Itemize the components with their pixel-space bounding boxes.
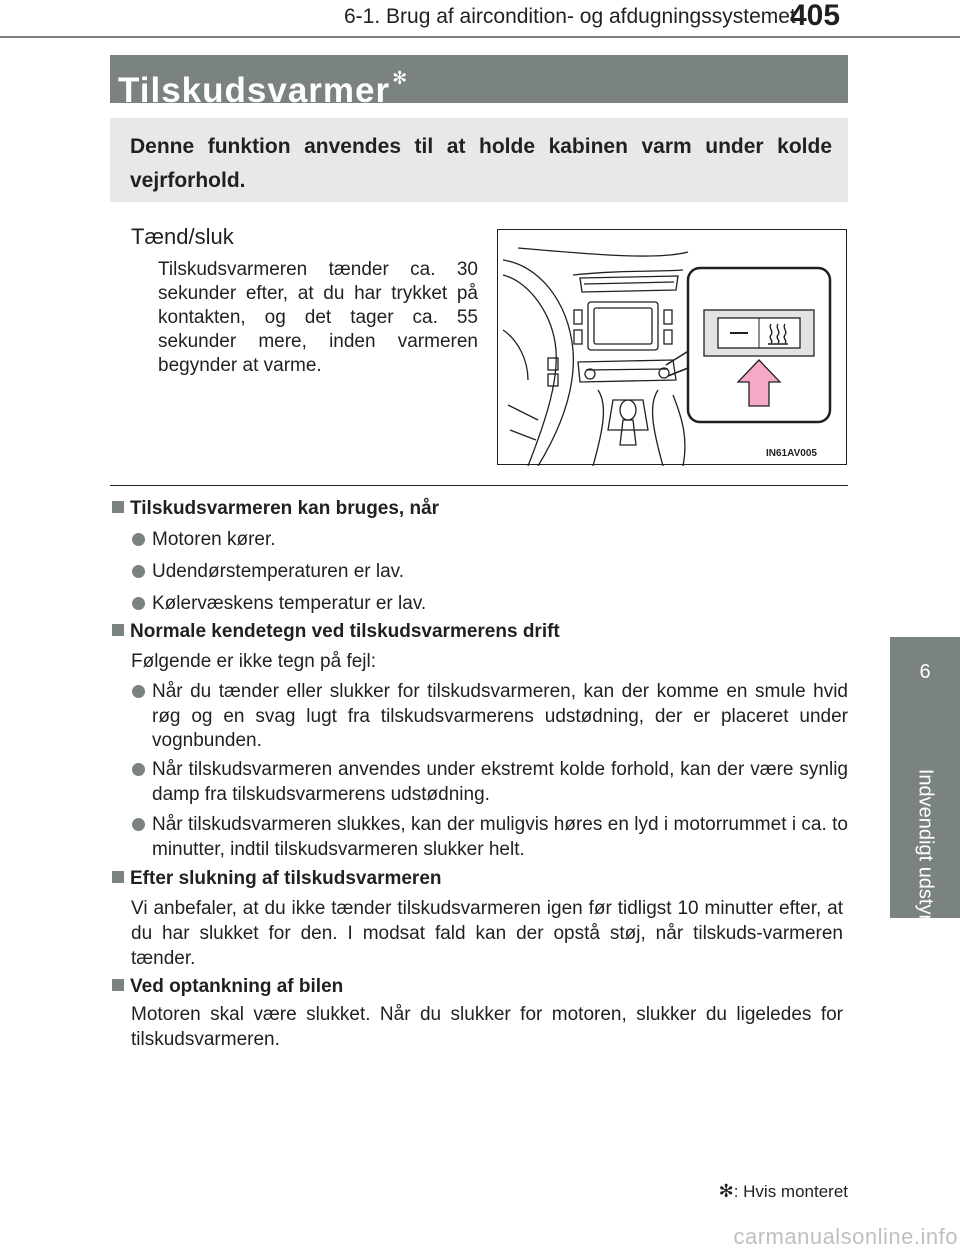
section-intro: Følgende er ikke tegn på fejl: — [131, 651, 377, 672]
watermark: carmanualsonline.info — [733, 1224, 958, 1249]
dashboard-drawing — [498, 230, 848, 466]
list-item: Udendørstemperaturen er lav. — [152, 560, 842, 585]
square-bullet-icon — [112, 871, 124, 883]
footnote-text: : Hvis monteret — [733, 1182, 848, 1201]
section-heading: Ved optankning af bilen — [112, 975, 343, 999]
list-item: Når tilskudsvarmeren slukkes, kan der muligvis høres en lyd i motorrummet i ca. to minutter, indtil tilskudsvarmeren slukker helt. — [152, 813, 848, 862]
list-item: Når tilskudsvarmeren anvendes under ekstremt kolde forhold, kan der være synlig damp fra tilskudsvarmerens udstødning. — [152, 758, 848, 807]
page-number: 405 — [790, 0, 841, 32]
list-item: Når du tænder eller slukker for tilskudsvarmeren, kan der komme en smule hvid røg og en svag lugt fra tilskudsvarmerens udstødning, der er placeret under vognbunden. — [152, 680, 848, 754]
section-heading: Normale kendetegn ved tilskudsvarmerens drift — [112, 620, 560, 644]
onoff-heading: Tænd/sluk — [131, 224, 234, 249]
figure-code: IN61AV005 — [766, 448, 817, 459]
footnote-marker: ✻ — [718, 1181, 734, 1201]
square-bullet-icon — [112, 624, 124, 636]
section-body: Vi anbefaler, at du ikke tænder tilskudsvarmeren igen før tidligst 10 minutter efter, at du har slukket for den. I modsat fald kan der opstå støj, når tilskuds-varmeren tænder. — [131, 898, 843, 969]
section-heading: Efter slukning af tilskudsvarmeren — [112, 867, 442, 891]
square-bullet-icon — [112, 979, 124, 991]
dashboard-illustration — [497, 229, 847, 465]
title-text: Tilskudsvarmer — [118, 71, 391, 110]
title-marker: ✻ — [392, 68, 409, 88]
intro-text: Denne funktion anvendes til at holde kabinen varm under kolde vejrforhold. — [130, 135, 832, 192]
footnote — [719, 1181, 848, 1202]
header-rule — [0, 36, 960, 38]
bullet-icon — [132, 533, 145, 546]
section-body: Motoren skal være slukket. Når du slukker for motoren, slukker du ligeledes for tilskudsvarmeren. — [131, 1004, 843, 1050]
list-item: Kølervæskens temperatur er lav. — [152, 592, 842, 617]
running-header: 6-1. Brug af aircondition- og afdugningssystemet — [344, 5, 796, 28]
chapter-label: Indvendigt udstyr — [914, 768, 937, 922]
section-heading: Tilskudsvarmeren kan bruges, når — [112, 497, 439, 521]
bullet-icon — [132, 763, 145, 776]
onoff-body: Tilskudsvarmeren tænder ca. 30 sekunder efter, at du har trykket på kontakten, og det tager ca. 55 sekunder mere, inden varmeren begynder at varme. — [158, 259, 478, 376]
bullet-icon — [132, 565, 145, 578]
square-bullet-icon — [112, 501, 124, 513]
chapter-number: 6 — [919, 661, 931, 683]
bullet-icon — [132, 597, 145, 610]
bullet-icon — [132, 685, 145, 698]
list-item: Motoren kører. — [152, 528, 842, 553]
page-title — [118, 56, 408, 113]
bullet-icon — [132, 818, 145, 831]
section-rule — [110, 485, 848, 486]
